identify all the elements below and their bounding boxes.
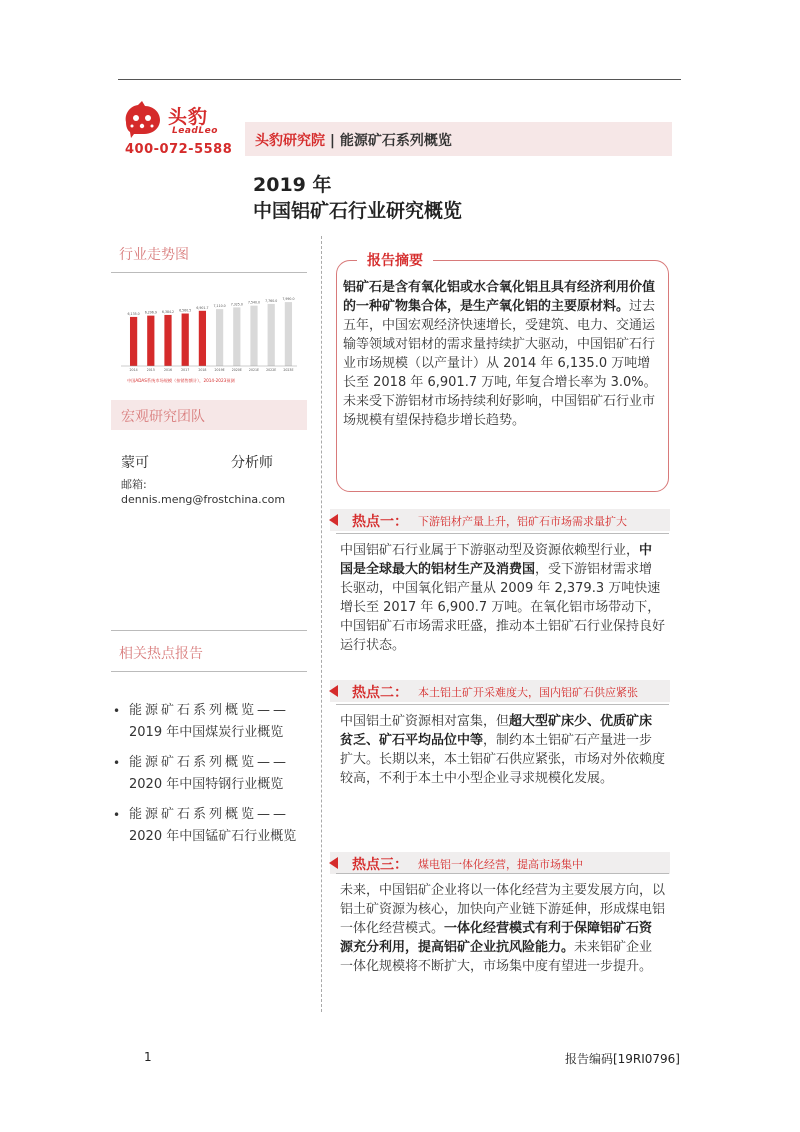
chart-tick-label: 2017 (181, 368, 190, 372)
related-report-title: 2020 年中国特钢行业概览 (129, 777, 284, 792)
chart-bar (182, 314, 189, 366)
triangle-marker-icon (329, 685, 338, 697)
hotspot-1-text-b: ，受下游铝材需求增长驱动，中国氧化铝产量从 2009 年 2,379.3 万吨快速增长至 2017 年 6,900.7 万吨。在氧化铝市场带动下，中国铝矿石市场需求旺盛，推动本土铝矿石行业保持良好运行状态。 (340, 562, 666, 653)
related-report-series: 能源矿石系列概览—— (129, 807, 290, 822)
chart-data-label: 7,760.0 (265, 298, 278, 303)
report-code: 报告编码[19RI0796] (564, 1052, 680, 1066)
chart-tick-label: 2019E (214, 368, 225, 372)
related-report-item[interactable] (113, 752, 303, 796)
hotspot-1-rule (336, 533, 669, 534)
hotspot-3-subtitle: 煤电铝一体化经营，提高市场集中 (418, 858, 583, 871)
chart-data-label: 7,990.0 (282, 297, 295, 302)
related-report-series: 能源矿石系列概览—— (129, 755, 290, 770)
hotspot-1-text (340, 541, 665, 655)
chart-data-label: 6,560.5 (179, 308, 192, 313)
related-report-title: 2019 年中国煤炭行业概览 (129, 725, 284, 740)
trend-rule (111, 272, 307, 273)
summary-text (343, 278, 661, 430)
column-divider (321, 236, 322, 1012)
chart-bars (128, 297, 295, 366)
trend-section (111, 244, 307, 273)
hotspot-1-text-a: 中国铝矿石行业属于下游驱动型及资源依赖型行业， (340, 543, 640, 558)
chart-data-label: 6,296.9 (144, 310, 157, 315)
chart-data-label: 6,901.7 (196, 305, 209, 310)
hotspot-3-text-bold: 一体化经营模式有利于保障铝矿石资源充分利用，提高铝矿企业抗风险能力。 (340, 921, 653, 955)
top-rule (118, 79, 681, 80)
chart-data-label: 7,540.0 (247, 300, 261, 305)
report-year: 2019 年 (253, 174, 332, 196)
triangle-marker-icon (329, 857, 338, 869)
related-heading: 相关热点报告 (119, 646, 203, 662)
page-number: 1 (144, 1050, 152, 1064)
hotspot-3-text-b: 未来铝矿企业一体化规模将不断扩大，市场集中度有望进一步提升。 (340, 940, 653, 974)
hotspot-1-label: 热点一： (352, 514, 408, 530)
related-report-list (113, 700, 303, 856)
hotspot-1-header (330, 509, 670, 531)
hotspot-3-text-a: 未来，中国铝矿企业将以一体化经营为主要发展方向，以铝土矿资源为核心，加快向产业链下游延伸，形成煤电铝一体化经营模式。 (340, 883, 666, 936)
related-report-item[interactable] (113, 700, 303, 744)
chart-tick-label: 2021E (248, 368, 260, 372)
chart-x-labels (130, 368, 294, 372)
hotspot-2-text-bold: 超大型矿床少、优质矿床贫乏、矿石平均品位中等 (340, 714, 653, 748)
chart-data-label: 6,384.2 (161, 309, 175, 314)
related-report-title: 2020 年中国锰矿石行业概览 (129, 829, 297, 844)
bullet-icon: • (113, 756, 121, 770)
hotspot-2-text (340, 712, 665, 788)
chart-bar (216, 309, 223, 366)
chart-tick-label: 2018 (198, 368, 207, 372)
chart-tick-label: 2023E (283, 368, 294, 372)
trend-chart (113, 280, 303, 388)
team-heading: 宏观研究团队 (121, 409, 205, 425)
team-band (111, 400, 307, 430)
bullet-icon: • (113, 808, 121, 822)
leopard-head-icon (122, 100, 164, 138)
chart-data-label: 7,110.0 (213, 304, 226, 309)
chart-tick-label: 2016 (163, 368, 173, 372)
chart-caption: 中国ADAS系统市场规模（按销售额计），2014-2023预测 (127, 378, 235, 383)
chart-tick-label: 2014 (129, 368, 138, 372)
trend-heading: 行业走势图 (119, 247, 189, 263)
chart-bar (250, 306, 257, 366)
summary-bold-lead: 铝矿石是含有氧化铝或水合氧化铝且具有经济利用价值的一种矿物集合体，是生产氧化铝的主要原材料。 (343, 280, 656, 314)
hotspot-3-text (340, 881, 665, 976)
logo-text-cn: 头豹 (168, 106, 209, 128)
analyst-name: 蒙可 (121, 455, 149, 471)
chart-data-label: 7,325.0 (230, 302, 243, 307)
hotspot-2-rule (336, 704, 669, 705)
chart-bar (130, 317, 137, 366)
report-title: 中国铝矿石行业研究概览 (253, 200, 463, 222)
series-name: 能源矿石系列概览 (339, 133, 452, 149)
related-report-item[interactable] (113, 804, 303, 848)
related-section (111, 643, 307, 672)
email-label: 邮箱: (121, 478, 147, 491)
hotspot-2-text-b: ，制约本土铝矿石产量进一步扩大。长期以来，本土铝矿石供应紧张，市场对外依赖度较高，不利于本土中小型企业寻求规模化发展。 (340, 733, 666, 786)
chart-data-label: 6,135.0 (127, 311, 140, 316)
hotspot-2-label: 热点二： (352, 685, 408, 701)
hotspot-3-header (330, 852, 670, 874)
chart-tick-label: 2020E (231, 368, 242, 372)
related-report-series: 能源矿石系列概览—— (129, 703, 290, 718)
related-top-rule (111, 630, 307, 631)
series-band (245, 122, 672, 156)
hotspot-3-label: 热点三： (352, 857, 408, 873)
chart-bar (233, 307, 240, 366)
series-institute: 头豹研究院 (255, 133, 325, 149)
chart-tick-label: 2022E (266, 368, 277, 372)
logo-text-en: LeadLeo (172, 126, 218, 136)
bullet-icon: • (113, 704, 121, 718)
phone-number: 400-072-5588 (125, 142, 233, 157)
series-title (255, 130, 452, 150)
hotspot-2-header (330, 680, 670, 702)
chart-bar (268, 304, 275, 366)
chart-bar (147, 316, 154, 366)
hotspot-1-text-bold: 中国是全球最大的铝材生产及消费国 (340, 543, 653, 577)
chart-bar (199, 311, 206, 366)
chart-bar (285, 302, 292, 366)
chart-bar (164, 315, 171, 366)
email-value: dennis.meng@frostchina.com (121, 493, 286, 506)
hotspot-1-subtitle: 下游铝材产量上升，铝矿石市场需求量扩大 (418, 515, 627, 528)
hotspot-2-subtitle: 本土铝土矿开采难度大，国内铝矿石供应紧张 (418, 686, 638, 699)
summary-tag: 报告摘要 (357, 250, 433, 270)
hotspot-3-rule (336, 873, 669, 874)
triangle-marker-icon (329, 514, 338, 526)
chart-tick-label: 2015 (146, 368, 155, 372)
related-rule (111, 671, 307, 672)
analyst-role: 分析师 (231, 455, 273, 471)
series-separator: | (325, 133, 340, 149)
summary-body: 过去五年，中国宏观经济快速增长，受建筑、电力、交通运输等领域对铝材的需求量持续扩大驱动，中国铝矿石行业市场规模（以产量计）从 2014 年 6,135.0 万吨增长至 2018 年 6,901.7 万吨, 年复合增长率为 3.0%。未来受下游铝材市场持续利好影响，中国铝矿石行业市场规模有望保持稳步增长趋势。 (343, 299, 657, 428)
hotspot-2-text-a: 中国铝土矿资源相对富集，但 (340, 714, 510, 729)
